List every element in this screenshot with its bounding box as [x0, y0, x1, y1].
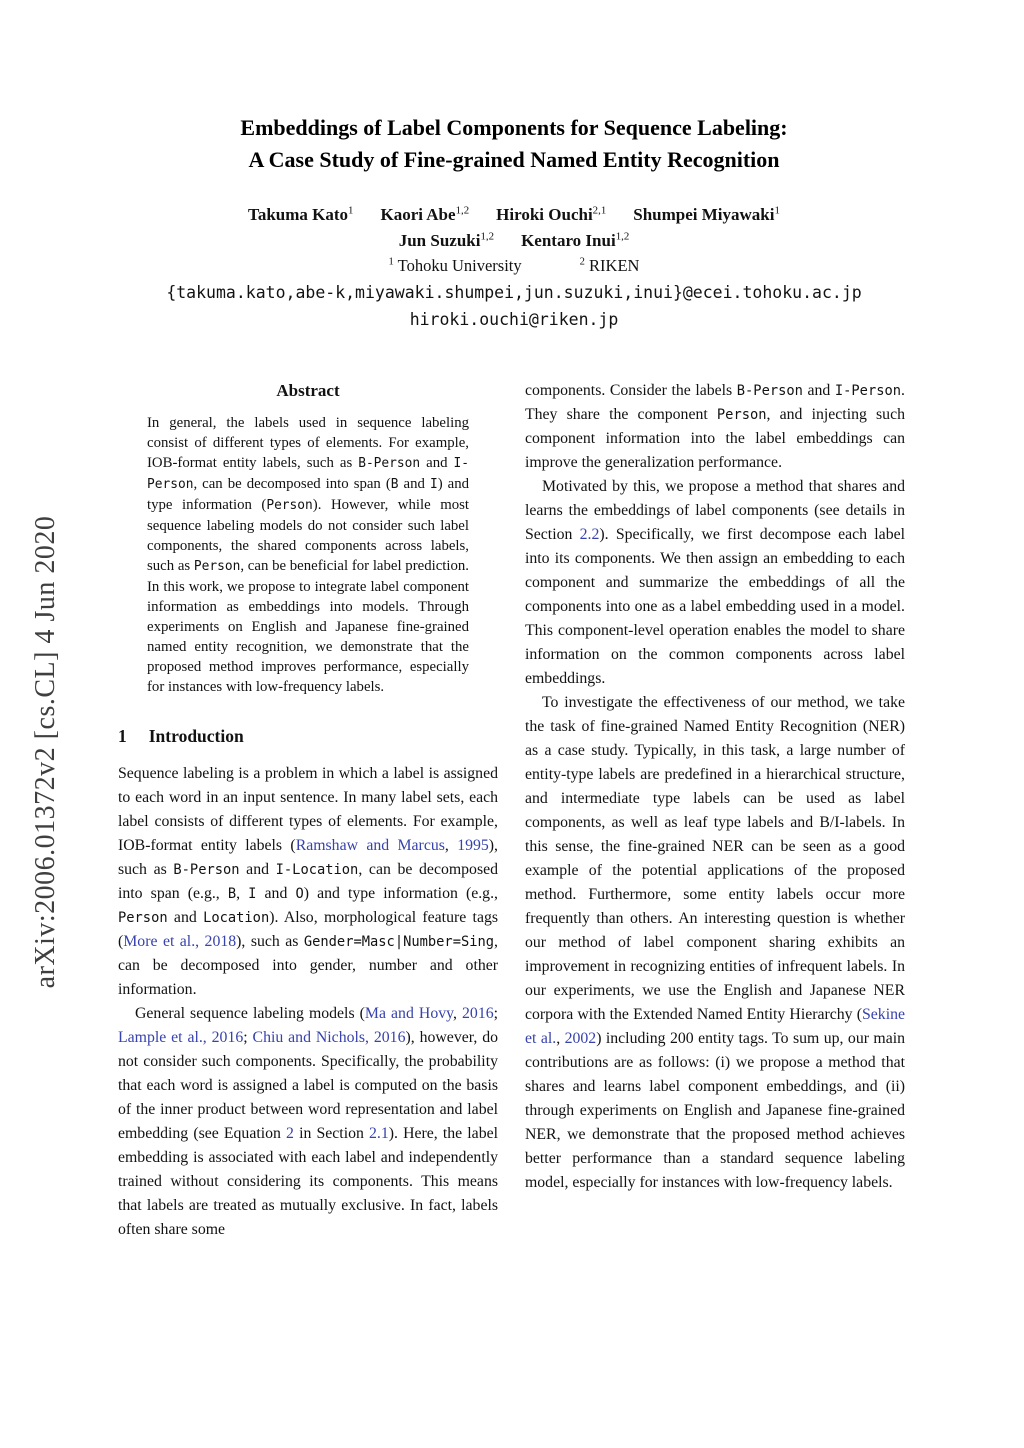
- text-span: and: [256, 885, 296, 903]
- text-span: ,: [444, 837, 458, 855]
- text-span: To investigate the effectiveness of our method, we take the task of fine-grained Named Entity Recognition (NER) as a case study. Typically, in this task, a large number of entity-type labels are predefined in a hierarchical structure, and intermediate type labels can be used as label components, as well as leaf type labels and B/I-labels. In this sense, the fine-grained NER can be seen as a good example of the potential applications of the proposed method. Furthermore, some entity labels occur more frequently than others. An interesting question is whether our method of label component sharing exhibits an improvement in recognizing entities of infrequent labels. In our experiments, we use the English and Japanese NER corpora with the Extended Named Entity Hierarchy (: [525, 694, 905, 1024]
- code-span: I-Location: [275, 862, 359, 879]
- text-span: ). Also, morphological feature tags (: [118, 909, 498, 951]
- text-span: , can be decomposed into span (: [193, 476, 391, 493]
- text-span: Shumpei Miyawaki: [633, 204, 775, 224]
- left-column: [118, 379, 498, 1242]
- text-span: 1,2: [480, 230, 495, 243]
- section-title: Introduction: [148, 726, 244, 747]
- paper-content: [118, 112, 910, 1242]
- text-span: 2,1: [592, 204, 607, 217]
- citation-link[interactable]: Ramshaw and Marcus: [295, 837, 445, 855]
- text-span: ) including 200 entity tags. To sum up, our main contributions are as follows: (i) we propose a method that shares and learns label component embeddings, and (ii) through experiments on English and Japanese fine-grained NER, we demonstrate that the proposed method achieves better performance than a standard sequence labeling model, especially for instances with low-frequency labels.: [525, 1030, 906, 1192]
- code-span: I-Person: [834, 383, 902, 400]
- affiliation-line: [118, 256, 910, 276]
- text-span: ,: [453, 1005, 463, 1023]
- title-line-2: A Case Study of Fine-grained Named Entity Recognition: [248, 146, 780, 172]
- code-span: B-Person: [358, 456, 421, 472]
- text-span: , can be decomposed into gender, number and other information.: [118, 933, 498, 999]
- text-span: components. Consider the labels: [525, 382, 737, 400]
- citation-link[interactable]: Chiu and Nichols, 2016: [252, 1029, 406, 1047]
- text-span: ;: [493, 1005, 498, 1023]
- text-span: 2: [579, 256, 585, 268]
- citation-link[interactable]: 2.2: [579, 526, 600, 544]
- citation-link[interactable]: Sekine et al.: [525, 1006, 905, 1048]
- email-block: [118, 280, 910, 333]
- code-span: Person: [193, 559, 241, 575]
- arxiv-watermark: arXiv:2006.01372v2 [cs.CL] 4 Jun 2020: [30, 515, 61, 989]
- abstract-body: [147, 413, 469, 697]
- text-span: 1,2: [615, 230, 630, 243]
- text-span: ), such as: [236, 933, 304, 951]
- text-span: Tohoku University: [393, 256, 522, 276]
- text-span: ), such as: [118, 837, 498, 879]
- paper-title: [118, 112, 910, 176]
- text-span: General sequence labeling models (: [135, 1005, 365, 1023]
- code-span: Gender=Masc|Number=Sing: [303, 934, 495, 951]
- citation-link[interactable]: 2002: [564, 1030, 597, 1048]
- text-span: and: [167, 909, 204, 927]
- text-span: Jun Suzuki: [398, 231, 481, 251]
- section-heading-introduction: [118, 724, 498, 748]
- code-span: B-Person: [173, 862, 240, 879]
- text-span: ;: [243, 1029, 253, 1047]
- text-span: Kentaro Inui: [521, 231, 616, 251]
- citation-link[interactable]: 2016: [462, 1005, 494, 1023]
- code-span: I: [429, 477, 438, 493]
- text-span: Hiroki Ouchi: [496, 204, 593, 224]
- text-span: in Section: [293, 1125, 370, 1143]
- intro-paragraph-2: [118, 1002, 498, 1242]
- text-span: and: [420, 455, 454, 472]
- abstract-section: [118, 379, 498, 697]
- citation-link[interactable]: 2: [286, 1125, 294, 1143]
- code-span: Person: [118, 910, 168, 927]
- text-span: Sequence labeling is a problem in which a label is assigned to each word in an input sentence. In many label sets, each label consists of different types of elements. For example, IOB-format entity labels (: [118, 765, 498, 855]
- text-span: Motivated by this, we propose a method that shares and learns the embeddings of label components (see details in Section: [525, 478, 905, 544]
- text-span: ,: [556, 1030, 565, 1048]
- intro-paragraph-1: [118, 762, 498, 1002]
- code-span: Location: [203, 910, 270, 927]
- text-span: ), however, do not consider such components. Specifically, the probability that each word is assigned a label is computed on the basis of the inner product between word representation and label embedding (see Equation: [118, 1029, 498, 1143]
- citation-link[interactable]: Ma and Hovy: [364, 1005, 453, 1023]
- section-number: 1: [118, 726, 127, 747]
- abstract-heading: Abstract: [276, 381, 340, 401]
- right-paragraph-2: [525, 475, 905, 691]
- text-span: 1: [388, 256, 394, 268]
- text-span: ) and type information (e.g.,: [303, 885, 498, 903]
- code-span: Person: [716, 407, 767, 424]
- code-span: I: [248, 886, 257, 903]
- code-span: B: [227, 886, 237, 903]
- code-span: B: [390, 477, 399, 493]
- text-span: RIKEN: [584, 256, 640, 276]
- text-span: ). Specifically, we first decompose each label into its components. We then assign an embedding to each component and summarize the embeddings of all the components into one as a label embedding used in a model. This component-level operation enables the model to share information on the common components across label embeddings.: [525, 526, 905, 688]
- code-span: B-Person: [736, 383, 803, 400]
- citation-link[interactable]: 1995: [457, 837, 489, 855]
- author-row-2: [118, 228, 910, 254]
- two-column-body: [118, 379, 910, 1242]
- author-block: [118, 202, 910, 333]
- text-span: , and injecting such component information into the label embeddings can improve the generalization performance.: [525, 406, 905, 472]
- citation-link[interactable]: 2.1: [369, 1125, 389, 1143]
- text-span: Takuma Kato: [248, 204, 349, 224]
- text-span: Kaori Abe: [380, 204, 456, 224]
- text-span: 1: [774, 204, 780, 217]
- text-span: 1,2: [455, 204, 470, 217]
- text-span: , can be decomposed into span (e.g.,: [118, 861, 498, 903]
- email-line-2: hiroki.ouchi@riken.jp: [409, 309, 619, 329]
- text-span: ) and type information (: [147, 476, 469, 514]
- text-span: and: [802, 382, 835, 400]
- text-span: In general, the labels used in sequence labeling consist of different types of elements. For example, IOB-format entity labels, such as: [147, 415, 469, 472]
- citation-link[interactable]: Lample et al., 2016: [118, 1029, 244, 1047]
- title-line-1: Embeddings of Label Components for Sequence Labeling:: [240, 115, 788, 140]
- right-paragraph-3: [525, 691, 905, 1195]
- author-row-1: [118, 202, 910, 228]
- text-span: and: [239, 861, 276, 879]
- text-span: 1: [348, 204, 354, 217]
- text-span: ). However, while most sequence labeling models do not consider such label components, the shared components across labels, such as: [147, 497, 469, 575]
- right-paragraph-1: [525, 379, 905, 475]
- text-span: . They share the component: [525, 382, 905, 424]
- right-column: [525, 379, 905, 1242]
- citation-link[interactable]: More et al., 2018: [123, 933, 237, 951]
- email-line-1: {takuma.kato,abe-k,miyawaki.shumpei,jun.suzuki,inui}@ecei.tohoku.ac.jp: [166, 283, 862, 303]
- code-span: I-Person: [147, 456, 469, 493]
- text-span: , can be beneficial for label prediction. In this work, we propose to integrate label component information as embeddings into models. Through experiments on English and Japanese fine-grained named entity recognition, we demonstrate that the proposed method improves performance, especially for instances with low-frequency labels.: [147, 558, 469, 696]
- code-span: Person: [266, 498, 313, 514]
- text-span: ). Here, the label embedding is associated with each label and independently trained without considering its components. This means that labels are treated as mutually exclusive. In fact, labels often share some: [118, 1125, 498, 1239]
- code-span: O: [295, 886, 304, 903]
- text-span: and: [398, 476, 430, 493]
- text-span: ,: [236, 885, 249, 903]
